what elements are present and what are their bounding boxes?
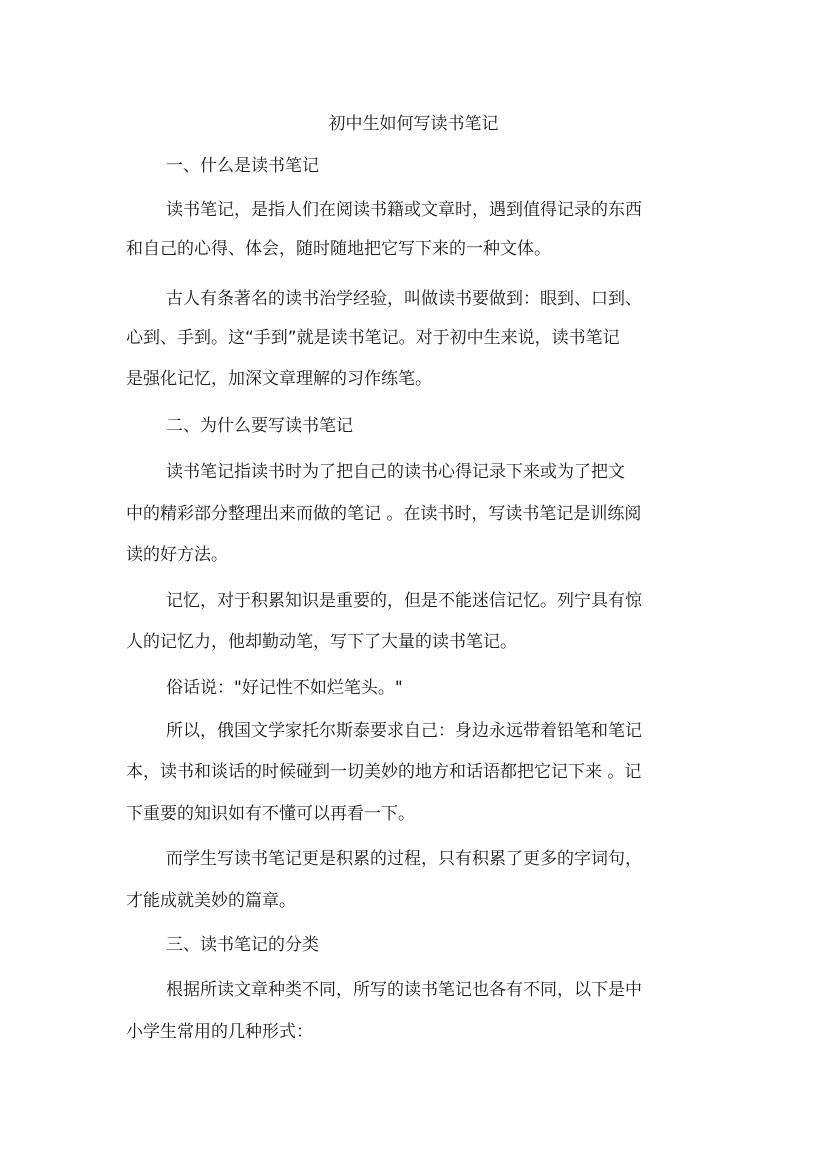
paragraph-line: 人的记忆力，他却勤动笔，写下了大量的读书笔记。 [126, 632, 517, 652]
paragraph-line: 是强化记忆，加深文章理解的习作练笔。 [126, 369, 432, 389]
paragraph-line: 而学生写读书笔记更是积累的过程，只有积累了更多的字词句， [166, 849, 642, 869]
paragraph-line: 中的精彩部分整理出来而做的笔记 。在读书时，写读书笔记是训练阅 [126, 504, 642, 524]
paragraph-line: 读书笔记指读书时为了把自己的读书心得记录下来或为了把文 [166, 462, 625, 482]
paragraph-line: 所以，俄国文学家托尔斯泰要求自己：身边永远带着铅笔和笔记 [166, 721, 642, 741]
section-heading-1: 一、什么是读书笔记 [166, 156, 319, 176]
quote-line: 俗话说："好记性不如烂笔头。" [166, 678, 403, 698]
section-heading-3: 三、读书笔记的分类 [166, 935, 319, 955]
paragraph-line: 读书笔记，是指人们在阅读书籍或文章时，遇到值得记录的东西 [166, 200, 642, 220]
paragraph-line: 古人有条著名的读书治学经验，叫做读书要做到：眼到、口到、 [166, 289, 642, 309]
document-title: 初中生如何写读书笔记 [328, 114, 499, 134]
paragraph-line: 下重要的知识如有不懂可以再看一下。 [126, 804, 415, 824]
paragraph-line: 才能成就美妙的篇章。 [126, 891, 296, 911]
paragraph-line: 本，读书和谈话的时候碰到一切美妙的地方和话语都把它记下来 。记 [126, 762, 642, 782]
paragraph-line: 根据所读文章种类不同，所写的读书笔记也各有不同，以下是中 [166, 980, 642, 1000]
paragraph-line: 记忆，对于积累知识是重要的，但是不能迷信记忆。列宁具有惊 [166, 591, 642, 611]
paragraph-line: 心到、手到。这“手到”就是读书笔记。对于初中生来说，读书笔记 [126, 328, 620, 348]
paragraph-line: 读的好方法。 [126, 545, 228, 565]
paragraph-line: 和自己的心得、体会，随时随地把它写下来的一种文体。 [126, 239, 551, 259]
section-heading-2: 二、为什么要写读书笔记 [166, 416, 353, 436]
paragraph-line: 小学生常用的几种形式： [126, 1022, 313, 1042]
